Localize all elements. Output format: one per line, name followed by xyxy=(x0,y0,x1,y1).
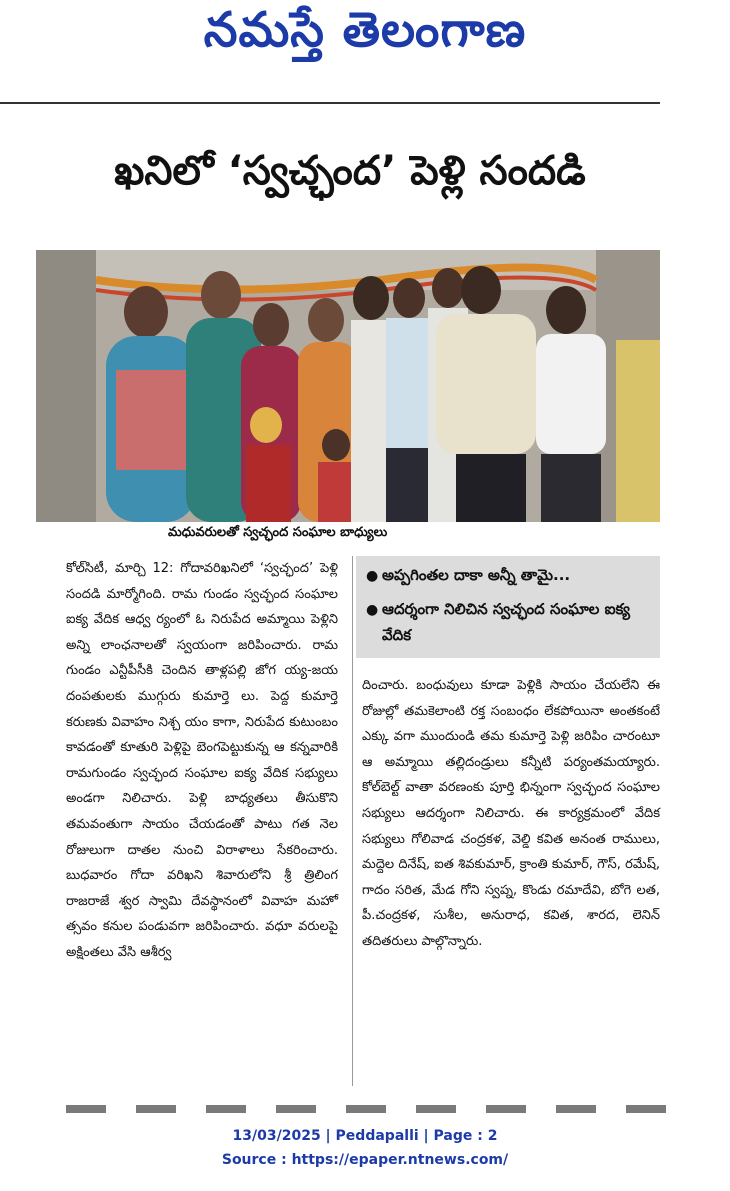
article-text-1: కోల్‌సిటీ, మార్చి 12: గోదావరిఖనిలో ‘స్వచ్ఛంద’ పెళ్లి సందడి మార్మోగింది. రామ గుండం స్వచ్ఛంద సంఘాల ఐక్య వేదిక ఆధ్వ ర్యంలో ఓ నిరుపేద అమ్మాయి పెళ్లిని అన్ని లాంఛనాలతో స్వయంగా జరిపించారు. రామ గుండం ఎన్టీపీసీకి చెందిన తాళ్లపల్లి జోగ య్య-జయ దంపతులకు ముగ్గురు కుమార్తె లు. పెద్ద కుమార్తె కరుణకు వివాహం నిశ్చ యం కాగా, నిరుపేద కుటుంబం కావడంతో కూతురి పెళ్లిపై బెంగపెట్టుకున్న ఆ కన్నవారికి రామగుండం స్వచ్ఛంద సంఘాల ఐక్య వేదిక సభ్యులు అండగా నిలిచారు. పెళ్లి బాధ్యతలు తీసుకొని తమవంతుగా సాయం చేయడంతో పాటు గత నెల రోజులుగా దాతల నుంచి విరాళాలు సేకరించారు. బుధవారం గోదా వరిఖని శివారులోని శ్రీ త్రిలింగ రాజరాజే శ్వర స్వామి దేవస్థానంలో వివాహ మహో త్సవం కనుల పండువగా జరిపించారు. వధూ వరులపై అక్షింతలు వేసి ఆశీర్వ xyxy=(66,561,338,960)
highlight-text: ఆదర్శంగా నిలిచిన స్వచ్ఛంద సంఘాల ఐక్య వేదిక xyxy=(382,600,630,644)
highlight-text: అప్పగింతల దాకా అన్నీ తామై... xyxy=(382,566,571,584)
highlight-item xyxy=(366,562,646,589)
cut-text-strip xyxy=(66,1105,666,1113)
masthead-rule xyxy=(0,102,660,104)
article-text-2: దించారు. బంధువులు కూడా పెళ్లికి సాయం చేయలేని ఈ రోజుల్లో తమకెలాంటి రక్త సంబంధం లేకపోయినా అంతకంటే ఎక్కు వగా ముందుండి తమ కుమార్తె పెళ్లి జరిపిం చారంటూ ఆ అమ్మాయి తల్లిదండ్రులు కన్నీటి పర్యంతమయ్యారు. కోల్‌బెల్ట్ వాతా వరణంకు పూర్తి భిన్నంగా స్వచ్ఛంద సంఘాల సభ్యులు ఆదర్శంగా నిలిచారు. ఈ కార్యక్రమంలో వేదిక సభ్యులు గోలివాడ చంద్రకళ, వెల్డి కవిత అనంత రాములు, మద్దెల దినేష్, ఐత శివకుమార్, క్రాంతి కుమార్, గౌస్, రమేష్, గాదం సరిత, మేడ గోని స్వప్న, కొండు రమాదేవి, బోగె లత, పీ.చంద్రకళ, సుశీల, అనురాధ, కవిత, శారద, లెనిన్ తదితరులు పాల్గొన్నారు. xyxy=(362,678,660,949)
footer-date-page: 13/03/2025 | Peddapalli | Page : 2 xyxy=(232,1128,498,1144)
highlights-box xyxy=(356,556,660,658)
masthead-title: నమస్తే తెలంగాణ xyxy=(203,2,527,58)
photo-caption: మధువరులతో స్వచ్ఛంద సంఘాల బాధ్యులు xyxy=(168,525,388,540)
headline: ఖనిలో ‘స్వచ్ఛంద’ పెళ్లి సందడి xyxy=(114,148,586,194)
bullet-icon: ● xyxy=(366,568,379,584)
masthead xyxy=(0,0,730,80)
highlight-item xyxy=(366,596,646,648)
article-column-1 xyxy=(66,556,338,966)
article-column-2 xyxy=(362,673,660,955)
news-photo xyxy=(36,250,660,522)
photo-illustration xyxy=(36,250,660,522)
footer-source: Source : https://epaper.ntnews.com/ xyxy=(221,1152,509,1168)
column-divider xyxy=(352,556,353,1086)
bullet-icon: ● xyxy=(366,602,379,618)
